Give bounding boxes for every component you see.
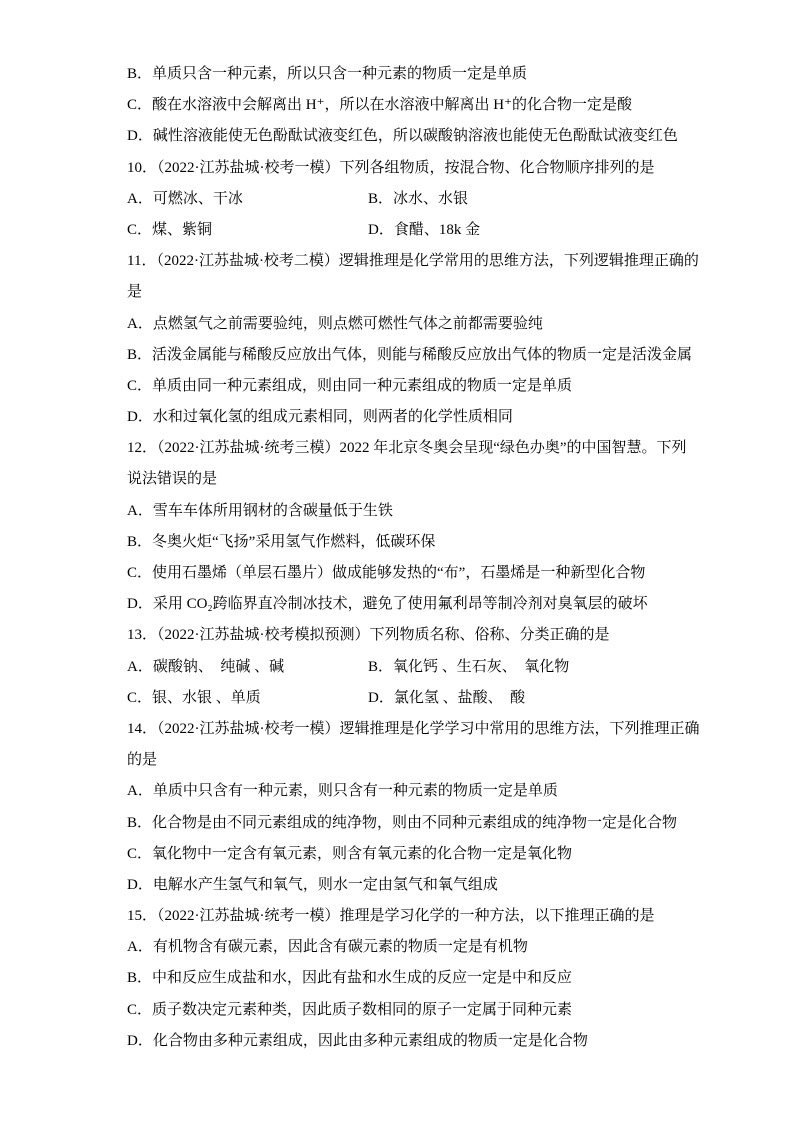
option-right: D．食醋、18k 金: [368, 221, 481, 238]
option-pair-line: [127, 683, 687, 714]
option-line: A．雪车车体所用钢材的含碳量低于生铁: [127, 502, 393, 519]
question-line: 14．（2022·江苏盐城·校考一模）逻辑推理是化学学习中常用的思维方法，下列推理正确: [127, 720, 700, 737]
question-line: 15．（2022·江苏盐城·统考一模）推理是学习化学的一种方法，以下推理正确的是: [127, 908, 655, 925]
option-line: A．点燃氢气之前需要验纯，则点燃可燃性气体之前都需要验纯: [127, 315, 543, 332]
option-line: B．化合物是由不同元素组成的纯净物，则由不同种元素组成的纯净物一定是化合物: [127, 814, 678, 831]
option-left: A．碳酸钠、 纯碱 、碱: [127, 658, 285, 675]
option-line: B．活泼金属能与稀酸反应放出气体，则能与稀酸反应放出气体的物质一定是活泼金属: [127, 346, 693, 363]
option-left: C．煤、紫铜: [127, 221, 213, 238]
question-line: 10．（2022·江苏盐城·校考一模）下列各组物质，按混合物、化合物顺序排列的是: [127, 159, 655, 176]
option-line: C．单质由同一种元素组成，则由同一种元素组成的物质一定是单质: [127, 377, 573, 394]
option-right: B．冰水、水银: [368, 190, 469, 207]
option-line: A．有机物含有碳元素，因此含有碳元素的物质一定是有机物: [127, 939, 528, 956]
option-line: D．采用 CO₂跨临界直冷制冰技术，避免了使用氟利昂等制冷剂对臭氧层的破坏: [127, 596, 648, 613]
continuation-line: 是: [127, 284, 143, 301]
option-left: C．银、水银 、单质: [127, 689, 261, 706]
option-line: D．水和过氧化氢的组成元素相同，则两者的化学性质相同: [127, 409, 513, 426]
option-line: D．碱性溶液能使无色酚酞试液变红色，所以碳酸钠溶液也能使无色酚酞试液变红色: [127, 128, 678, 145]
continuation-line: 说法错误的是: [127, 471, 218, 488]
question-line: 12．（2022·江苏盐城·统考三模）2022 年北京冬奥会呈现“绿色办奥”的中国智慧。下列: [127, 440, 687, 457]
option-line: B．单质只含一种元素，所以只含一种元素的物质一定是单质: [127, 66, 528, 82]
option-line: D．电解水产生氢气和氧气，则水一定由氢气和氧气组成: [127, 876, 498, 893]
option-line: C．使用石墨烯（单层石墨片）做成能够发热的“布”，石墨烯是一种新型化合物: [127, 565, 646, 581]
option-pair-line: [127, 215, 687, 246]
question-line: 11．（2022·江苏盐城·校考二模）逻辑推理是化学常用的思维方法，下列逻辑推理正确的: [127, 253, 699, 270]
option-line: C．质子数决定元素种类，因此质子数相同的原子一定属于同种元素: [127, 1001, 573, 1018]
continuation-line: 的是: [127, 752, 158, 769]
option-right: B．氧化钙 、生石灰、 氧化物: [368, 658, 570, 675]
question-line: 13．（2022·江苏盐城·校考模拟预测）下列物质名称、俗称、分类正确的是: [127, 627, 610, 644]
option-line: B．中和反应生成盐和水，因此有盐和水生成的反应一定是中和反应: [127, 970, 573, 987]
option-pair-line: [127, 184, 687, 215]
option-pair-line: [127, 652, 687, 683]
option-line: C．酸在水溶液中会解离出 H⁺，所以在水溶液中解离出 H⁺的化合物一定是酸: [127, 97, 633, 114]
option-right: D．氯化氢 、盐酸、 酸: [368, 689, 526, 706]
option-line: A．单质中只含有一种元素，则只含有一种元素的物质一定是单质: [127, 783, 558, 800]
option-line: C．氧化物中一定含有氧元素，则含有氧元素的化合物一定是氧化物: [127, 845, 573, 862]
document-content: [127, 59, 700, 1057]
option-line: D．化合物由多种元素组成，因此由多种元素组成的物质一定是化合物: [127, 1032, 588, 1049]
option-left: A．可燃冰、干冰: [127, 190, 243, 207]
option-line: B．冬奥火炬“飞扬”采用氢气作燃料，低碳环保: [127, 533, 436, 550]
